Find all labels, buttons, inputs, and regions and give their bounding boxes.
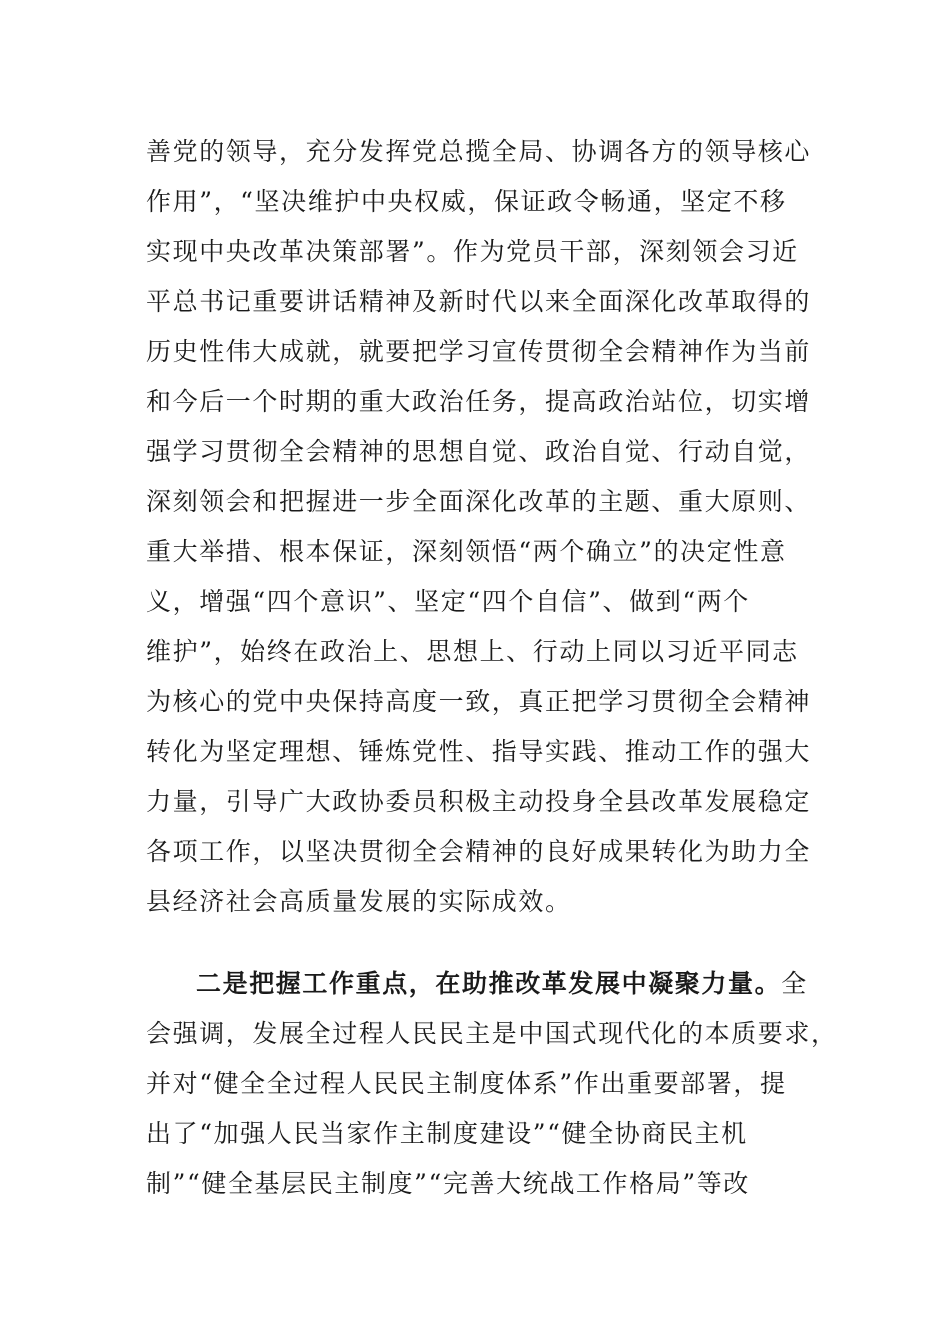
text-line: 历史性伟大成就，就要把学习宣传贯彻全会精神作为当前 xyxy=(146,337,812,366)
text-line: 出了“加强人民当家作主制度建设”“健全协商民主机 xyxy=(146,1119,748,1148)
text-line: 实现中央改革决策部署”。作为党员干部，深刻领会习近 xyxy=(146,237,799,266)
text-line: 作用”，“坚决维护中央权威，保证政令畅通，坚定不移 xyxy=(146,187,787,216)
text-line: 深刻领会和把握进一步全面深化改革的主题、重大原则、 xyxy=(146,487,812,516)
text-line: 县经济社会高质量发展的实际成效。 xyxy=(146,887,572,916)
text-fragment: 全 xyxy=(781,969,808,998)
text-line: 重大举措、根本保证，深刻领悟“两个确立”的决定性意 xyxy=(146,537,787,566)
text-line: 为核心的党中央保持高度一致，真正把学习贯彻全会精神 xyxy=(146,687,812,716)
text-line: 各项工作，以坚决贯彻全会精神的良好成果转化为助力全 xyxy=(146,837,812,866)
paragraph-2-first-line xyxy=(196,959,856,1009)
text-line: 会强调，发展全过程人民民主是中国式现代化的本质要求， xyxy=(146,1019,838,1048)
text-line: 并对“健全全过程人民民主制度体系”作出重要部署，提 xyxy=(146,1069,787,1098)
section-heading: 二是把握工作重点，在助推改革发展中凝聚力量。 xyxy=(196,969,782,998)
text-line: 强学习贯彻全会精神的思想自觉、政治自觉、行动自觉， xyxy=(146,437,812,466)
text-line: 善党的领导，充分发挥党总揽全局、协调各方的领导核心 xyxy=(146,137,812,166)
text-line: 维护”，始终在政治上、思想上、行动上同以习近平同志 xyxy=(146,637,799,666)
text-line: 和今后一个时期的重大政治任务，提高政治站位，切实增 xyxy=(146,387,812,416)
text-line: 平总书记重要讲话精神及新时代以来全面深化改革取得的 xyxy=(146,287,812,316)
text-line: 义，增强“四个意识”、坚定“四个自信”、做到“两个 xyxy=(146,587,750,616)
text-line: 转化为坚定理想、锤炼党性、指导实践、推动工作的强大 xyxy=(146,737,812,766)
text-line: 力量，引导广大政协委员积极主动投身全县改革发展稳定 xyxy=(146,787,812,816)
text-line: 制”“健全基层民主制度”“完善大统战工作格局”等改 xyxy=(146,1169,750,1198)
